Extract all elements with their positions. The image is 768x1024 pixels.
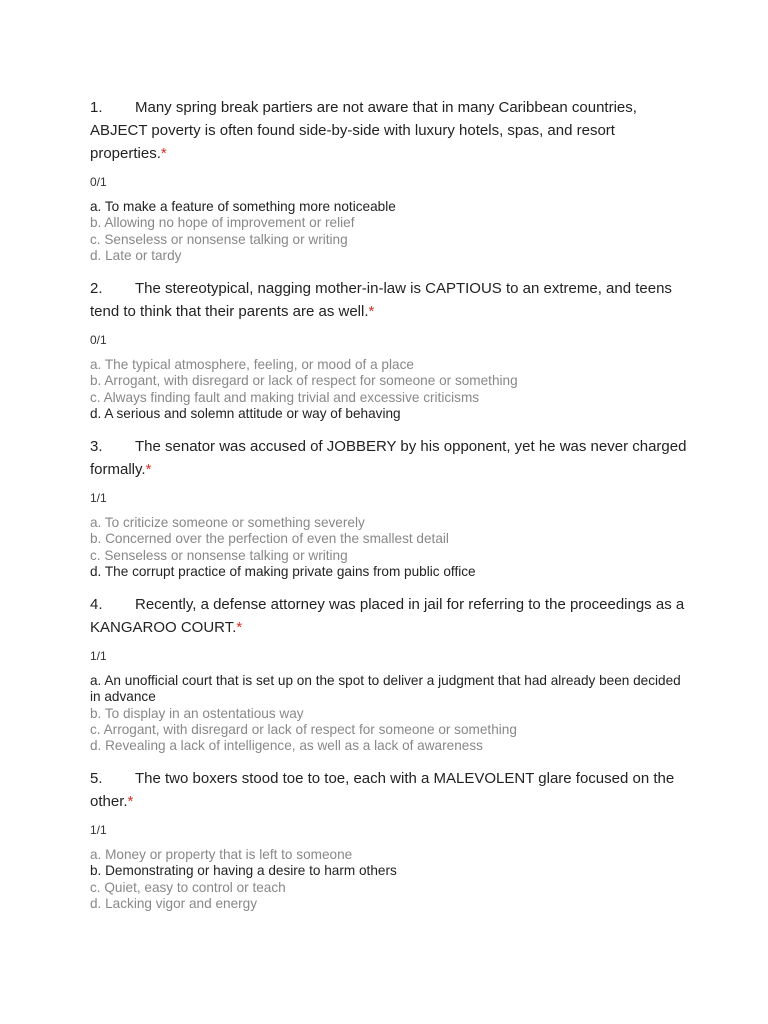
question-number: 4.: [90, 596, 103, 613]
question-score: 1/1: [90, 491, 107, 505]
question-number: 3.: [90, 438, 103, 455]
question-2: [90, 277, 690, 422]
option-list: [90, 515, 690, 580]
option-a[interactable]: a. To make a feature of something more noticeable: [90, 199, 396, 214]
question-prompt: Many spring break partiers are not aware that in many Caribbean countries, ABJECT poverty is often found side-by-side with luxury hotels, spas, and resort properties.: [90, 99, 637, 162]
option-c[interactable]: c. Senseless or nonsense talking or writing: [90, 231, 348, 247]
required-asterisk: *: [236, 619, 243, 636]
question-3: [90, 435, 690, 580]
question-prompt: Recently, a defense attorney was placed in jail for referring to the proceedings as a KANGAROO COURT.: [90, 596, 685, 636]
question-4: [90, 593, 690, 754]
required-asterisk: *: [368, 303, 375, 320]
question-score: 0/1: [90, 175, 107, 189]
question-number: 5.: [90, 770, 103, 787]
required-asterisk: *: [145, 461, 152, 478]
option-list: [90, 847, 690, 912]
question-text: [90, 277, 690, 323]
question-prompt: The senator was accused of JOBBERY by his opponent, yet he was never charged formally.: [90, 438, 687, 478]
option-c[interactable]: c. Quiet, easy to control or teach: [90, 879, 286, 895]
question-text: [90, 767, 690, 813]
option-list: [90, 673, 690, 754]
question-1: [90, 96, 690, 264]
question-5: [90, 767, 690, 912]
option-d[interactable]: d. A serious and solemn attitude or way of behaving: [90, 405, 401, 421]
question-number: 1.: [90, 99, 103, 116]
option-list: [90, 357, 690, 422]
question-text: [90, 96, 690, 165]
option-b[interactable]: b. Demonstrating or having a desire to harm others: [90, 863, 397, 879]
question-text: [90, 593, 690, 639]
option-d[interactable]: d. Revealing a lack of intelligence, as well as a lack of awareness: [90, 738, 483, 754]
question-prompt: The two boxers stood toe to toe, each with a MALEVOLENT glare focused on the other.: [90, 770, 675, 810]
question-number: 2.: [90, 280, 103, 297]
question-prompt: The stereotypical, nagging mother-in-law is CAPTIOUS to an extreme, and teens tend to think that their parents are as well.: [90, 280, 672, 320]
option-a[interactable]: a. To criticize someone or something severely: [90, 515, 365, 530]
option-list: [90, 199, 690, 264]
option-c[interactable]: c. Always finding fault and making trivial and excessive criticisms: [90, 389, 480, 405]
option-c[interactable]: c. Senseless or nonsense talking or writing: [90, 547, 348, 563]
option-a[interactable]: a. Money or property that is left to someone: [90, 847, 353, 862]
question-score: 1/1: [90, 823, 107, 837]
question-text: [90, 435, 690, 481]
option-d[interactable]: d. Late or tardy: [90, 247, 182, 263]
option-c[interactable]: c. Arrogant, with disregard or lack of respect for someone or something: [90, 721, 517, 737]
option-d[interactable]: d. The corrupt practice of making private gains from public office: [90, 563, 476, 579]
question-score: 1/1: [90, 649, 107, 663]
required-asterisk: *: [127, 793, 134, 810]
option-b[interactable]: b. Arrogant, with disregard or lack of respect for someone or something: [90, 373, 518, 389]
option-b[interactable]: b. Concerned over the perfection of even the smallest detail: [90, 531, 449, 547]
required-asterisk: *: [160, 145, 167, 162]
option-b[interactable]: b. Allowing no hope of improvement or relief: [90, 215, 355, 231]
question-score: 0/1: [90, 333, 107, 347]
option-b[interactable]: b. To display in an ostentatious way: [90, 705, 304, 721]
option-d[interactable]: d. Lacking vigor and energy: [90, 895, 258, 911]
option-a[interactable]: a. An unofficial court that is set up on the spot to deliver a judgment that had already been decided in advance: [90, 673, 681, 705]
option-a[interactable]: a. The typical atmosphere, feeling, or mood of a place: [90, 357, 414, 372]
